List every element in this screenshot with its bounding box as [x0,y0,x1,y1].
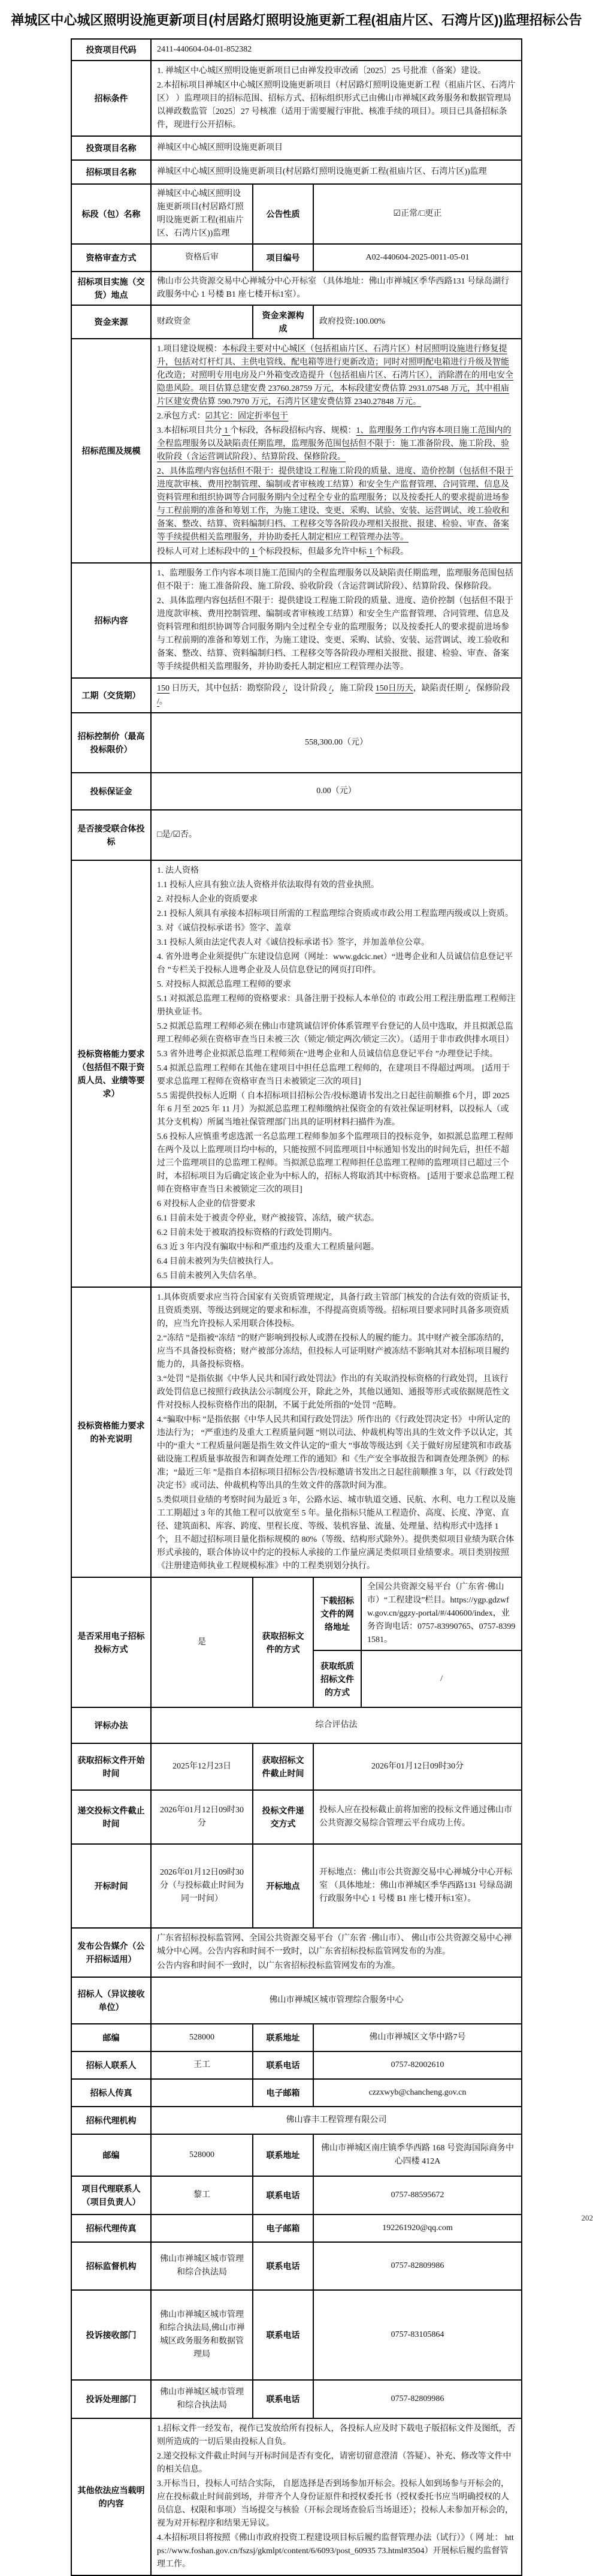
opening-time-value: 2026年01月12日09时30分（与投标截止时间为同一时间） [151,1844,253,1928]
tenderer-contact-label: 招标人联系人 [71,2051,151,2079]
email-2-label: 电子邮箱 [253,2215,313,2242]
bid-bond-value: 0.00（元） [151,773,522,810]
paragraph: 2.本招标项目禅城区中心城区照明设施更新项目（村居路灯照明设施更新工程（祖庙片区、石湾片区） ）监理项目的招标范围、招标方式、招标组织形式已由佛山市禅城区政务服务和数据管理局以禅政数监管〔2025〕27 号核准（适用于需要履行审批、核准手续的项目）。项目已具备招标条件，现进行公开招标。 [157,79,516,132]
investment-code-label: 投资项目代码 [71,39,151,61]
phone-5-value: 0757-82809986 [313,2380,522,2418]
supervision-value: 佛山市禅城区城市管理和综合执法局 [151,2242,253,2290]
paragraph: 150 日历天，其中包括：勘察阶段 /，设计阶段 /，施工阶段 150日历天，缺陷责任期 /，保修阶段 /。 [157,682,516,709]
obtain-end-value: 2026年01月12日09时30分 [313,1743,522,1790]
row-tender-conditions [71,61,522,136]
paragraph: 3.本招标项目共分 1 个标段，各标段招标内容、规模：1、监理服务工作内容本项目施工范围内的全程监理服务以及缺陷责任期监理，监理服务范围包括但不限于：施工准备阶段、施工阶段、验收阶段（含运营调试阶段）、结算阶段、保修阶段。 [157,424,516,465]
row-agency-fax [71,2215,522,2242]
postcode-1-value: 528000 [151,2024,253,2051]
paragraph: 1.项目建设规模：本标段主要对中心城区（包括祖庙片区、石湾片区）村居照明设施进行修复提升，包括对灯杆灯具、主供电管线、配电箱等进行更新改造；同时对照明配电箱进行升级及智能化改造；对照明专用电房及户外箱变改造提升（包括祖庙片区、石湾片区），消除潜在的用电安全隐患风险。项目估算总建安费 23760.28759 万元，本标段建安费估算 2931.07548 万元，其中祖庙片区建安费估算 590.7970 万元，石湾片区建安费估算 2340.27848 万元。 [157,342,516,409]
e-bidding-label: 是否采用电子招标投标方式 [71,1577,151,1707]
tenderer-fax-label: 招标人传真 [71,2079,151,2107]
delivery-location-value: 佛山市公共资源交易中心禅城分中心开标室 （具体地址：佛山市禅城区季华西路131 号绿岛湖行政服务中心 1 号楼 B1 座七楼开标1室）。 [151,272,522,305]
footer-partial-text: 202 [582,2213,593,2223]
tenderer-value: 佛山市禅城区城市管理综合服务中心 [151,1977,522,2024]
row-fund-source [71,305,522,339]
row-tender-scope [71,339,522,563]
postcode-2-value: 528000 [151,2134,253,2176]
fund-composition-label: 资金来源构成 [253,305,313,339]
address-2-value: 佛山市禅城区南庄镇季华西路 168 号瓷海国际商务中心四楼 412A [313,2134,522,2176]
investment-code-value: 2411-440604-04-01-852382 [151,39,522,61]
opening-place-label: 开标地点 [253,1844,313,1928]
paragraph: 6.2 目前未处于被取消投标资格的行政处罚期内。 [157,1226,516,1240]
obtain-start-value: 2025年12月23日 [151,1743,253,1790]
complaint-receive-value: 佛山市禅城区城市管理和综合执法局,佛山市禅城区政务服务和数据管理局 [151,2290,253,2380]
row-tenderer [71,1977,522,2024]
phone-4-label: 联系电话 [253,2290,313,2380]
row-delivery-location [71,272,522,305]
row-tenderer-contact [71,2051,522,2079]
tender-content-label: 招标内容 [71,563,151,678]
row-duration [71,678,522,713]
row-agency [71,2107,522,2134]
paragraph: 1. 法人资格 [157,864,516,878]
control-price-label: 招标控制价（最高投标限价） [71,713,151,773]
row-bid-bond [71,773,522,810]
phone-1-value: 0757-82002610 [313,2051,522,2079]
postcode-1-label: 邮编 [71,2024,151,2051]
obtain-method-label: 获取招标文件的方式 [253,1577,313,1707]
paragraph: 6.4 目前未被列为失信被执行人。 [157,1255,516,1269]
paragraph: 5.4 拟派总监理工程师在其他在建项目中担任总监理工程师的，在建项目不得超过两项。 [适用于要求总监理工程师在资格审查当日未被锁定三次的项目] [157,1062,516,1089]
agency-label: 招标代理机构 [71,2107,151,2134]
fund-composition-value: 政府投资:100.00% [313,305,522,339]
announcement-table [71,38,522,2576]
tenderer-fax-value [151,2079,253,2107]
duration-label: 工期（交货期） [71,678,151,713]
paragraph: 2.承包方式：☑其它：固定折率包干 [157,409,516,424]
paragraph: 1.招标文件一经发布，视作已发放给所有投标人，各投标人应及时下载电子版招标文件及图纸，否则所造成的一切后果由投标人自负。 [157,2422,516,2450]
row-e-bidding [71,1577,522,1650]
phone-2-value: 0757-88595672 [313,2176,522,2215]
obtain-start-label: 获取招标文件开始时间 [71,1743,151,1790]
row-postcode-2 [71,2134,522,2176]
agency-fax-value [151,2215,253,2242]
email-2-value: 192261920@qq.com [313,2215,522,2242]
paragraph: 4. 省外进粤企业须提供广东建设信息网（网址：www.gdcic.net）“进粤企业和人员诚信信息登记平台 ”专栏关于投标人进粤企业及人员信息登记的网页打印件。 [157,950,516,978]
paragraph: 2、具体监理内容包括但不限于：提供建设工程施工阶段的质量、进度、造价控制（包括但不限于进度款审核、费用控制管理、编制或者审核竣工结算）和安全生产监督管理、合同管理、信息及资料管理和组织协调等合同服务期内全过程全专业的监理服务；以及按委托人的要求提前进场参与工程前期的准备和筹划工作，为施工建设、变更、采购、试验、安装、运营调试、竣工验收和备案、整改、结算、资料编制归档、工程移交等各阶段办理相关报批、报建、检验、审查、备案等手续提供相关监理服务，并协助委托人制定相应工程管理办法等。 [157,594,516,674]
tender-content-value [151,563,522,678]
paragraph: 2.1 投标人须具有承接本招标项目所需的工程监理综合资质或市政公用工程监理丙级或以上资质。 [157,907,516,921]
tender-conditions-label: 招标条件 [71,61,151,136]
row-postcode-1 [71,2024,522,2051]
paragraph: 1.1 投标人应具有独立法人资格并依法取得有效的营业执照。 [157,878,516,893]
email-1-label: 电子邮箱 [253,2079,313,2107]
paragraph: 6.3 近 3 年内没有骗取中标和严重违约及重大工程质量问题。 [157,1240,516,1255]
paragraph: 6 对投标人企业的信誉要求 [157,1197,516,1212]
paragraph: 公告内容和时间不一致时，以广东省招标投标监管网发布的为准。 [157,1959,516,1974]
paragraph: 1、监理服务工作内容本项目施工范围内的全程监理服务以及缺陷责任期监理，监理服务范围包括但不限于：施工准备阶段、施工阶段、验收阶段（含运营调试阶段）、结算阶段、保修阶段。 [157,567,516,594]
qualification-method-value: 资格后审 [151,244,253,272]
phone-4-value: 0757-83105864 [313,2290,522,2380]
complaint-handle-value: 佛山市禅城区城市管理和综合执法局 [151,2380,253,2418]
row-qualification-req [71,860,522,1287]
agent-contact-value: 黎工 [151,2176,253,2215]
address-2-label: 联系地址 [253,2134,313,2176]
paragraph: 1. 禅城区中心城区照明设施更新项目已由禅发投审改函〔2025〕25 号批准（备案）建设。 [157,64,516,79]
row-announcement-media [71,1928,522,1977]
agency-fax-label: 招标代理传真 [71,2215,151,2242]
address-1-value: 佛山市禅城区文华中路7号 [313,2024,522,2051]
tenderer-label: 招标人（异议接收单位） [71,1977,151,2024]
fund-source-label: 资金来源 [71,305,151,339]
row-agent-contact [71,2176,522,2215]
row-complaint-handle [71,2380,522,2418]
paragraph: 2、具体监理内容包括但不限于：提供建设工程施工阶段的质量、进度、造价控制（包括但不限于进度款审核、费用控制管理、编制或者审核竣工结算）和安全生产监督管理、合同管理、信息及资料管理和组织协调等合同服务期内全过程全专业的监理服务；以及按委托人的要求提前进场参与工程前期的准备和筹划工作，为施工建设、变更、采购、试验、安装、运营调试、竣工验收和备案、整改、结算、资料编制归档、工程移交等各阶段办理相关报批、报建、检验、审查、备案等手续提供相关监理服务，并协助委托人制定相应工程管理办法等。 [157,465,516,545]
delivery-location-label: 招标项目实施（交货）地点 [71,272,151,305]
paragraph: 5.6 投标人应慎重考虑选派一名总监理工程师参加多个监理项目的投标竞争，如拟派总监理工程师在两个及以上监理项目均中标的，只能按照不同监理项目中标通知书发出的时间先后，担任不超过三个监理项目的总监理工程师。当拟派总监理工程师担任总监理工程师的监理项目已超过三个时，本招标项目为后确定该企业为中标人的，招标人将取消其中标资格。 [适用于要求总监理工程师在资格审查当日未被锁定三次的项目] [157,1130,516,1197]
paragraph: 2.递交投标文件截止时间与开标时间是否有变化，请密切留意澄清（答疑）、补充、修改等文件中的相关信息。 [157,2450,516,2477]
qualification-req-value [151,860,522,1287]
submit-method-label: 投标文件递交方式 [253,1790,313,1844]
row-investment-code [71,39,522,61]
download-address-value: 全国公共资源交易平台（广东省·佛山市）“工程建设”栏目。https://ygp.gdzwfw.gov.cn/ggzy-portal/#/440600/index，业务咨询电话：0757-83990765、0757-83991581。 [361,1577,522,1650]
paragraph: 5.1 对拟派总监理工程师的资格要求：具备注册于投标人本单位的 市政公用工程注册监理工程师注册执业证书。 [157,992,516,1020]
investment-name-label: 投资项目名称 [71,136,151,160]
complaint-handle-label: 投诉处理部门 [71,2380,151,2418]
paragraph: 5.2 拟派总监理工程师必须在佛山市建筑诚信评价体系管理平台登记的人员中选取，并且拟派总监理工程师必须在资格审查当日未被三次（锁定/锁定两次/锁定三次）。（适用于非市政供排水项目） [157,1020,516,1047]
phone-5-label: 联系电话 [253,2380,313,2418]
qualification-method-label: 资格审查方式 [71,244,151,272]
row-tender-content [71,563,522,678]
row-qualification-supplement [71,1287,522,1577]
row-evaluation-method [71,1707,522,1743]
phone-3-value: 0757-82809986 [313,2242,522,2290]
opening-time-label: 开标时间 [71,1844,151,1928]
paragraph: 4.“骗取中标 ”是指依据《中华人民共和国行政处罚法》所作出的《行政处罚决定书》 中所认定的违法行为； “严重违约及重大工程质量问题 ”则以司法、仲裁机构等出具的生效文件予以认定，其中的“重大 ”工程质量问题是指生效文件认定的“重大 ”事故等级达到《关于做好房屋建筑和市政基础设施工程质量事故报告和调查处理工作的通知》和《生产安全事故报告和调查处理条例》的标准；“最近三年 ”是指自本招标项目招标公告/投标邀请书发出之日起往前顺推 3 年，以《行政处罚决定书》或司法、仲裁机构等出具的生效文件的落款时间为准。 [157,1413,516,1493]
tenderer-contact-value: 王工 [151,2051,253,2079]
row-complaint-receive [71,2290,522,2380]
row-consortium [71,810,522,860]
row-supervision [71,2242,522,2290]
tender-scope-value [151,339,522,563]
email-1-value: czzxwyb@chancheng.gov.cn [313,2079,522,2107]
project-number-label: 项目编号 [253,244,313,272]
qualification-supplement-value [151,1287,522,1577]
postcode-2-label: 邮编 [71,2134,151,2176]
evaluation-method-label: 评标办法 [71,1707,151,1743]
tender-scope-label: 招标范围及规模 [71,339,151,563]
control-price-value: 558,300.00（元） [151,713,522,773]
submit-deadline-label: 递交投标文件截止时间 [71,1790,151,1844]
row-tender-name [71,160,522,184]
qualification-supplement-label: 投标资格能力要求的补充说明 [71,1287,151,1577]
paragraph: 1.具体资质要求应当符合国家有关资质管理规定，具备行政主管部门核发的合法有效的资质证书，且资质类别、等级达到规定的要求和标准，不得提高资质等级。招标项目要求同时具备多项资质的，应当允许投标人采用联合体投标。 [157,1291,516,1331]
tender-name-label: 招标项目名称 [71,160,151,184]
consortium-label: 是否接受联合体投标 [71,810,151,860]
bid-bond-label: 投标保证金 [71,773,151,810]
obtain-end-label: 获取招标文件截止时间 [253,1743,313,1790]
notice-nature-label: 公告性质 [253,184,313,244]
section-name-label: 标段（包）名称 [71,184,151,244]
paragraph: 投标人可对上述标段中的 1 个标段投标，但最多允许中标 1 个标段。 [157,545,516,559]
address-1-label: 联系地址 [253,2024,313,2051]
paragraph: 3.开标当日，投标人可结合实际， 自愿选择是否到场参加开标会。投标人如到场参与开标会的，应在投标截止时间前到场，并带齐个人身份证原件和授权委托书（授权委托书应当明确授权的人员信息、权限和事项）当场提交与核验（开标会现场查验后当场退还）；投标人未参加开标会的，视为对开标程序和结果无异议。 [157,2477,516,2531]
paragraph: 4.本招标项目将按照《佛山市政府投资工程建设项目标后履约监督管理办法（试行）》（ 网 址： https://www.foshan.gov.cn/fszsj/gkmlpt/content/6/6093/post_60935 73.html#3504）开展标后履约监督管理工作。 [157,2531,516,2572]
paper-method-value: / [361,1650,522,1707]
paragraph: 6.1 目前未处于被责令停业，财产被接管、冻结，破产状态。 [157,1212,516,1226]
complaint-receive-label: 投诉接收部门 [71,2290,151,2380]
e-bidding-value: 是 [151,1577,253,1707]
agency-value: 佛山睿丰工程管理有限公司 [151,2107,522,2134]
tender-name-value: 禅城区中心城区照明设施更新项目(村居路灯照明设施更新工程(祖庙片区、石湾片区))监理 [151,160,522,184]
phone-1-label: 联系电话 [253,2051,313,2079]
phone-2-label: 联系电话 [253,2176,313,2215]
paragraph: 5.3 省外进粤企业拟派总监理工程师须在“进粤企业和人员诚信信息登记平台 ”办理登记手续。 [157,1047,516,1062]
announcement-media-value [151,1928,522,1977]
supervision-label: 招标监督机构 [71,2242,151,2290]
investment-name-value: 禅城区中心城区照明设施更新项目 [151,136,522,160]
notice-nature-value: ☑正常/□更正 [313,184,522,244]
paragraph: 3. 对《诚信投标承诺书》签字、盖章 [157,921,516,936]
paragraph: 2. 对投标人企业的资质要求 [157,893,516,907]
duration-value [151,678,522,713]
row-obtain-time [71,1743,522,1790]
page-title: 禅城区中心城区照明设施更新项目(村居路灯照明设施更新工程(祖庙片区、石湾片区))监理招标公告 [0,0,593,36]
paragraph: 5.类似项目业绩的考察时间为最近 3 年，公路水运、城市轨道交通、民航、水利、电力工程以及施工工期超过 3 年的其他工程可以放宽至 5 年。量化指标只能从工程造价、高度、长度、净宽、直径、建筑面积、库容、跨度、里程长度、等级、装机容量、流量、处理量、结构形式中选择 1 个，且不超过招标项目量化指标规模的 80%（等级、结构形式除外）。提供类似项目业绩为联合体形式承接的，联合体协议中约定的投标人承接的工作量应满足类似项目业绩要求。项目类别按照《注册建造师执业工程规模标准》中的工程类别划分执行。 [157,1493,516,1574]
row-opening [71,1844,522,1928]
paragraph: 5. 对投标人拟派总监理工程师的要求 [157,978,516,992]
submit-deadline-value: 2026年01月12日09时30分 [151,1790,253,1844]
row-tenderer-fax [71,2079,522,2107]
row-other-content [71,2418,522,2575]
paragraph: 2.“冻结 ”是指被“冻结 ”的财产影响到投标人或潜在投标人的履约能力。其中财产被全部冻结的，应当不具备投标资格；财产被部分冻结，但投标人可证明财产被冻结不影响其对本招标项目履约能力的，具备投标资格。 [157,1331,516,1372]
other-content-label: 其他依法应当载明的内容 [71,2418,151,2575]
evaluation-method-value: 综合评估法 [151,1707,522,1743]
project-number-value: A02-440604-2025-0011-05-01 [313,244,522,272]
paragraph: 广东省招标投标监管网、全国公共资源交易平台（广东省 ·佛山市）、 佛山市公共资源交易中心禅城分中心网。公告内容和时间不一致时，以广东省招标投标监管网发布的为准。 [157,1932,516,1959]
row-section-name [71,184,522,244]
tender-conditions-value [151,61,522,136]
agent-contact-label: 项目代理联系人（项目负责人） [71,2176,151,2215]
submit-method-value: 投标人应在投标截止前将加密的投标文件通过佛山市公共资源交易综合管理云平台成功上传。 [313,1790,522,1844]
row-qualification-method [71,244,522,272]
phone-3-label: 联系电话 [253,2242,313,2290]
announcement-media-label: 发布公告媒介（公开招标适用） [71,1928,151,1977]
fund-source-value: 财政资金 [151,305,253,339]
paper-method-label: 获取纸质招标文件的方式 [313,1650,361,1707]
other-content-value [151,2418,522,2575]
paragraph: 3.1 投标人须由法定代表人对《诚信投标承诺书》签字，并加盖单位公章。 [157,936,516,950]
row-submit-deadline [71,1790,522,1844]
consortium-value: □是/☑否。 [151,810,522,860]
row-investment-name [71,136,522,160]
paragraph: 5.5 需提供投标人近期（ 自本招标项目招标公告/投标邀请书发出之日起往前顺推 6个月，即 2025 年 6 月至 2025 年 11 月）为拟派总监理工程师缴纳社保资金的有效社保证明材料，以投标人（或其分支机构）所属当地社保管理部门出具的证明材料扫描件为准。 [157,1089,516,1130]
paragraph: 6.5 目前未被列入失信名单。 [157,1269,516,1284]
section-name-value: 禅城区中心城区照明设施更新项目(村居路灯照明设施更新工程(祖庙片区、石湾片区))监理 [151,184,253,244]
qualification-req-label: 投标资格能力要求（包括但不限于资质人员、业绩等要求） [71,860,151,1287]
paragraph: 3.“处罚 ”是指依据《中华人民共和国行政处罚法》作出的有关取消投标资格的行政处罚，且该行政处罚信息已按照行政执法公示制度公开，除此之外，其他以通知、通报等形式或依据规范性文件对投标人投标资格作出的限制，不属于此处所指的“处罚 ”范畴。 [157,1372,516,1413]
opening-place-value: 开标地点：佛山市公共资源交易中心禅城分中心开标室 （具体地址：佛山市禅城区季华西路131 号绿岛湖行政服务中心 1 号楼 B1 座七楼开标1室）。 [313,1844,522,1928]
row-control-price [71,713,522,773]
download-address-label: 下载招标文件的网络地址 [313,1577,361,1650]
